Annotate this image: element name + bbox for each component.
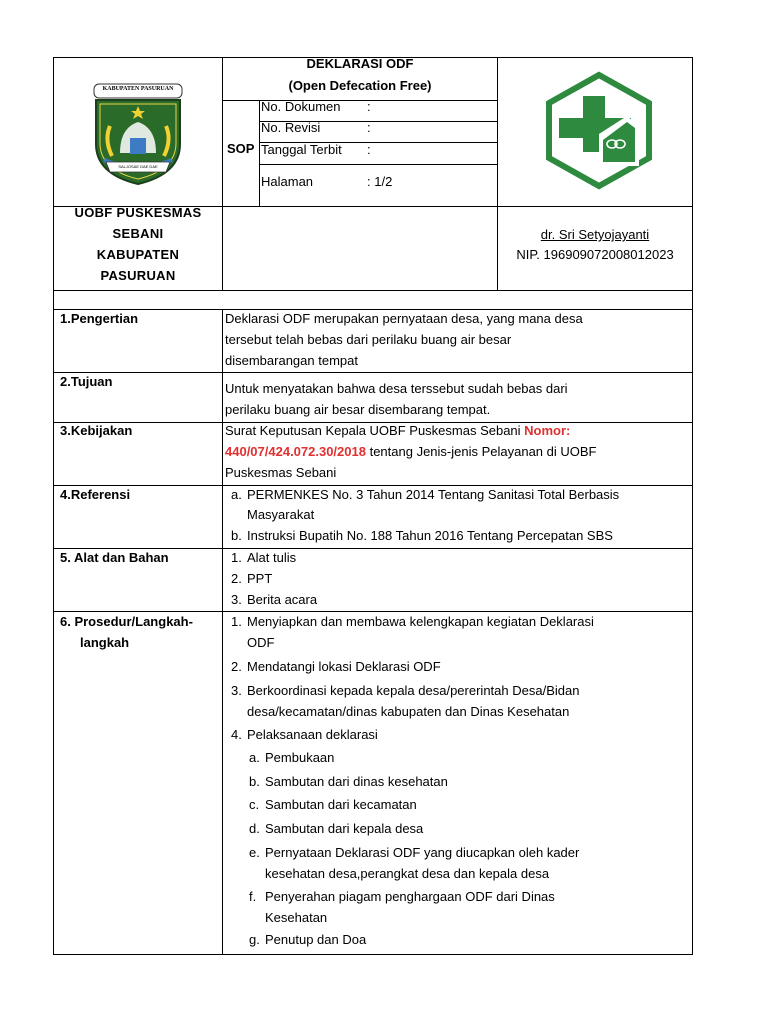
- kebijakan-line-2: [225, 444, 596, 460]
- sub-g-line-1: Penutup dan Doa: [265, 932, 367, 947]
- alat-marker-2: 2.: [231, 571, 242, 586]
- sub-a-line-1: Pembukaan: [265, 750, 335, 765]
- field-tanggal-terbit-label: Tanggal Terbit: [261, 142, 342, 157]
- kebijakan-line-1-text: Surat Keputusan Kepala UOBF Puskesmas Sebani: [225, 423, 525, 438]
- kabupaten-pasuruan-crest-logo: [90, 78, 186, 188]
- kebijakan-line-3: Puskesmas Sebani: [225, 465, 337, 480]
- sub-marker-f: f.: [249, 889, 257, 904]
- field-no-revisi-label: No. Revisi: [261, 120, 321, 135]
- field-halaman-value: : 1/2: [367, 174, 393, 189]
- document-subtitle: (Open Defecation Free): [288, 78, 432, 93]
- sop-label: SOP: [227, 141, 255, 156]
- sub-f-line-1: Penyerahan piagam penghargaan ODF dari Dinas: [265, 889, 555, 904]
- org-line-1: UOBF PUSKESMAS: [74, 205, 202, 220]
- prosedur-1-line-1: Menyiapkan dan membawa kelengkapan kegiatan Deklarasi: [247, 614, 594, 629]
- sub-b-line-1: Sambutan dari dinas kesehatan: [265, 774, 448, 789]
- prosedur-2-line-1: Mendatangi lokasi Deklarasi ODF: [247, 659, 441, 674]
- sub-e-line-2: kesehatan desa,perangkat desa dan kepala desa: [265, 866, 550, 881]
- referensi-a-line-1: PERMENKES No. 3 Tahun 2014 Tentang Sanitasi Total Berbasis: [247, 487, 620, 502]
- field-no-dokumen-label: No. Dokumen: [261, 99, 341, 114]
- sub-marker-e: e.: [249, 845, 260, 860]
- prosedur-3-line-2: desa/kecamatan/dinas kabupaten dan Dinas Kesehatan: [247, 704, 570, 719]
- sub-marker-a: a.: [249, 750, 260, 765]
- signatory-name: dr. Sri Setyojayanti: [540, 227, 650, 242]
- prosedur-3-line-1: Berkoordinasi kepada kepala desa/pererintah Desa/Bidan: [247, 683, 580, 698]
- pengertian-line-1: Deklarasi ODF merupakan pernyataan desa, yang mana desa: [225, 311, 583, 326]
- prosedur-marker-3: 3.: [231, 683, 242, 698]
- field-halaman-label: Halaman: [261, 174, 314, 189]
- field-no-revisi-value: :: [367, 120, 371, 135]
- sub-e-line-1: Pernyataan Deklarasi ODF yang diucapkan oleh kader: [265, 845, 580, 860]
- sub-c-line-1: Sambutan dari kecamatan: [265, 797, 417, 812]
- alat-item-1: Alat tulis: [247, 550, 297, 565]
- sub-marker-g: g.: [249, 932, 260, 947]
- section-kebijakan-label: 3.Kebijakan: [60, 423, 133, 438]
- alat-item-3: Berita acara: [247, 592, 318, 607]
- puskesmas-logo: [539, 70, 659, 190]
- org-line-3: KABUPATEN: [96, 247, 180, 262]
- tujuan-line-2: perilaku buang air besar disembarang tempat.: [225, 402, 491, 417]
- pengertian-line-2: tersebut telah bebas dari perilaku buang air besar: [225, 332, 512, 347]
- document-title: DEKLARASI ODF: [306, 56, 414, 71]
- sub-marker-b: b.: [249, 774, 260, 789]
- section-referensi-label: 4.Referensi: [60, 487, 131, 502]
- prosedur-marker-1: 1.: [231, 614, 242, 629]
- referensi-marker-a: a.: [231, 487, 242, 502]
- kebijakan-line-1: [225, 423, 570, 439]
- kebijakan-nomor-label: Nomor:: [524, 423, 571, 438]
- signatory-nip: NIP. 196909072008012023: [516, 247, 674, 262]
- field-no-dokumen-value: :: [367, 99, 371, 114]
- pengertian-line-3: disembarangan tempat: [225, 353, 358, 368]
- section-prosedur-label-2: langkah: [80, 635, 130, 650]
- referensi-b-line-1: Instruksi Bupatih No. 188 Tahun 2016 Tentang Percepatan SBS: [247, 528, 613, 543]
- field-tanggal-terbit-value: :: [367, 142, 371, 157]
- crest-top-label: KABUPATEN PASURUAN: [102, 86, 174, 92]
- crest-ribbon-label: SALJOSAE DAE DAE: [118, 164, 158, 169]
- kebijakan-nomor-value: 440/07/424.072.30/2018: [225, 444, 366, 459]
- section-prosedur-label-1: 6. Prosedur/Langkah-: [60, 614, 193, 629]
- sub-f-line-2: Kesehatan: [265, 910, 328, 925]
- alat-marker-3: 3.: [231, 592, 242, 607]
- prosedur-marker-2: 2.: [231, 659, 242, 674]
- sub-d-line-1: Sambutan dari kepala desa: [265, 821, 424, 836]
- org-line-2: SEBANI: [112, 226, 164, 241]
- tujuan-line-1: Untuk menyatakan bahwa desa terssebut sudah bebas dari: [225, 381, 568, 396]
- sub-marker-c: c.: [249, 797, 260, 812]
- section-pengertian-label: 1.Pengertian: [60, 311, 139, 326]
- section-tujuan-label: 2.Tujuan: [60, 374, 113, 389]
- referensi-a-line-2: Masyarakat: [247, 507, 315, 522]
- alat-marker-1: 1.: [231, 550, 242, 565]
- prosedur-marker-4: 4.: [231, 727, 242, 742]
- sub-marker-d: d.: [249, 821, 260, 836]
- section-alat-label: 5. Alat dan Bahan: [60, 550, 169, 565]
- prosedur-1-line-2: ODF: [247, 635, 275, 650]
- org-line-4: PASURUAN: [100, 268, 176, 283]
- prosedur-4-line-1: Pelaksanaan deklarasi: [247, 727, 378, 742]
- referensi-marker-b: b.: [231, 528, 242, 543]
- alat-item-2: PPT: [247, 571, 273, 586]
- kebijakan-line-2-text: tentang Jenis-jenis Pelayanan di UOBF: [365, 444, 597, 459]
